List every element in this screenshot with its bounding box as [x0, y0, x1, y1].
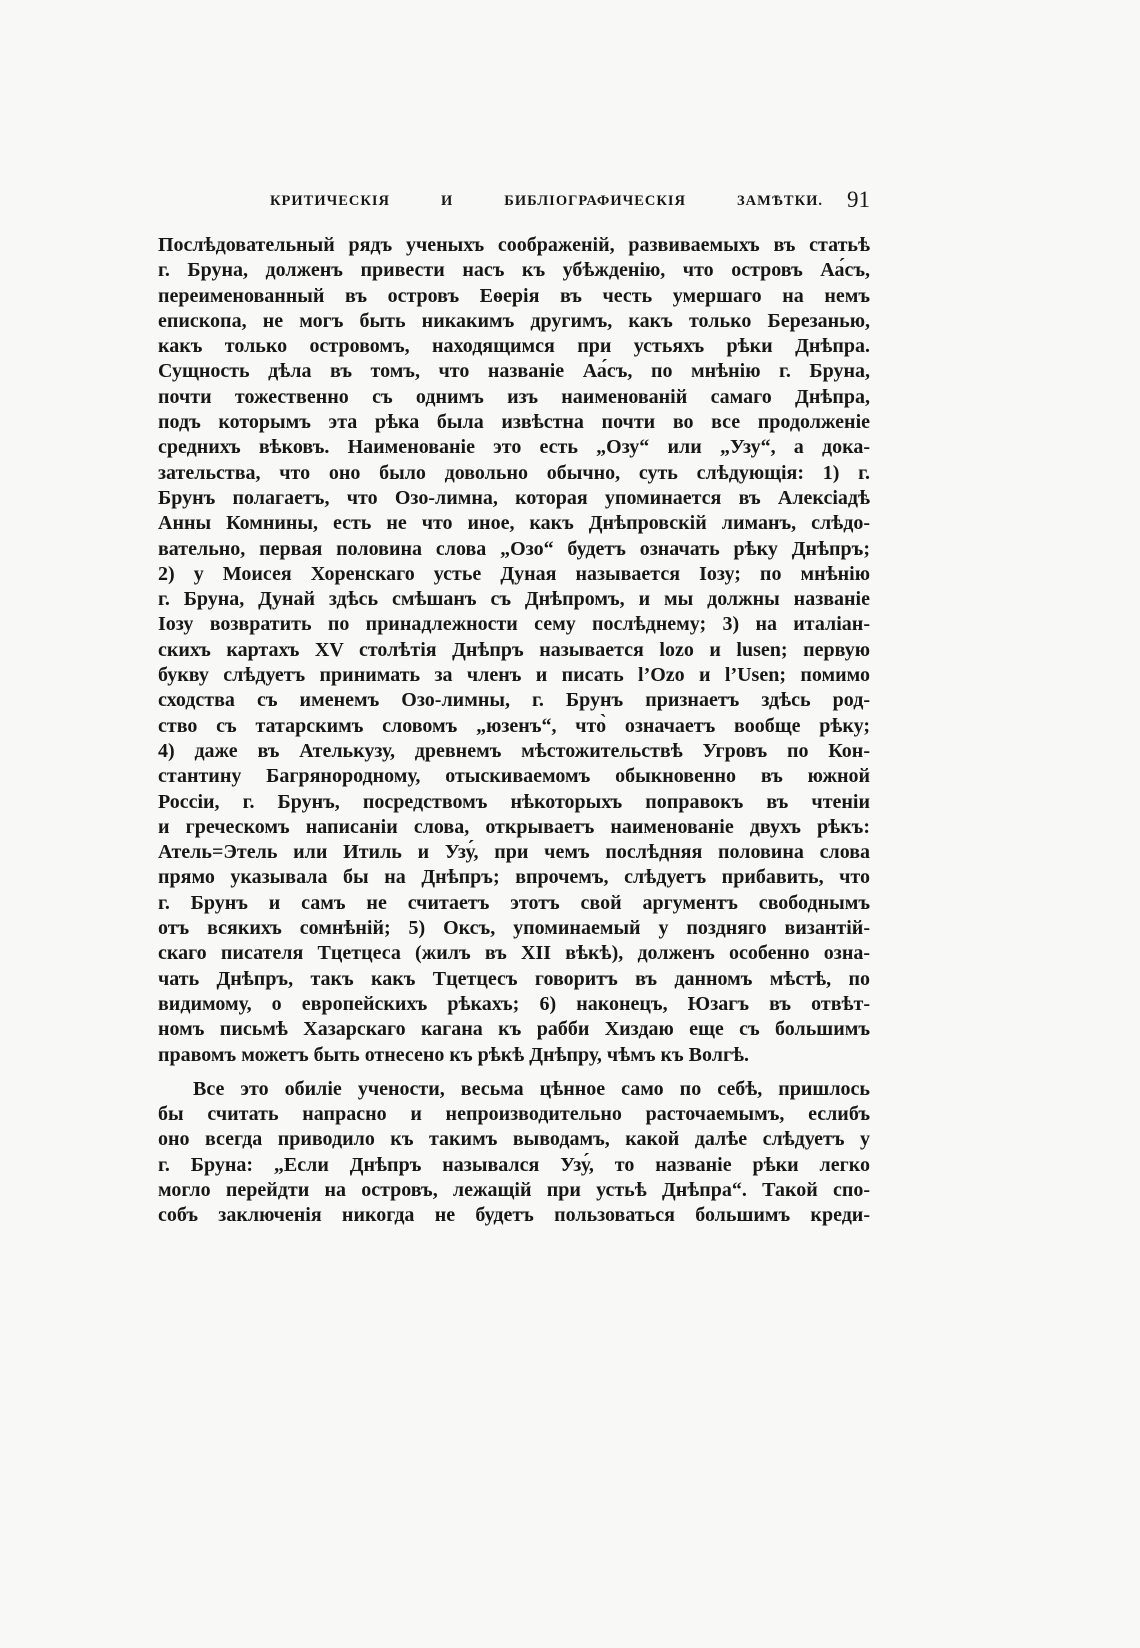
text-line: г. Бруна, долженъ привести насъ къ убѣжденію, что островъ Аа́съ,	[158, 259, 870, 282]
text-line: 4) даже въ Ателькузу, древнемъ мѣстожительствѣ Угровъ по Кон-	[158, 739, 870, 762]
text-line: сходства съ именемъ Озо-лимны, г. Брунъ признаетъ здѣсь род-	[158, 689, 870, 712]
text-line: Россіи, г. Брунъ, посредствомъ нѣкоторыхъ поправокъ въ чтеніи	[158, 790, 870, 813]
text-line: прямо указывала бы на Днѣпръ; впрочемъ, слѣдуетъ прибавить, что	[158, 866, 870, 889]
paragraph	[158, 233, 870, 1068]
text-line: чать Днѣпръ, такъ какъ Тцетцесъ говоритъ въ данномъ мѣстѣ, по	[158, 967, 870, 990]
text-line: Анны Комнины, есть не что иное, какъ Днѣпровскій лиманъ, слѣдо-	[158, 512, 870, 535]
text-line: скихъ картахъ XV столѣтія Днѣпръ называется lozo и lusen; первую	[158, 638, 870, 661]
page-number: 91	[847, 187, 870, 212]
text-line: видимому, о европейскихъ рѣкахъ; 6) наконецъ, Юзагъ въ отвѣт-	[158, 992, 870, 1015]
text-line: г. Брунъ и самъ не считаетъ этотъ свой аргументъ свободнымъ	[158, 891, 870, 914]
text-line: Послѣдовательный рядъ ученыхъ соображеній, развиваемыхъ въ статьѣ	[158, 234, 870, 256]
text-line: подъ которымъ эта рѣка была извѣстна почти во все продолженіе	[158, 411, 870, 434]
text-line: собъ заключенія никогда не будетъ пользоваться большимъ креди-	[158, 1204, 870, 1227]
text-line: 2) у Моисея Хоренскаго устье Дуная называется Іозу; по мнѣнію	[158, 562, 870, 585]
text-line: оно всегда приводило къ такимъ выводамъ, какой далѣе слѣдуетъ у	[158, 1128, 870, 1151]
text-line: г. Бруна: „Если Днѣпръ назывался Узу́, то названіе рѣки легко	[158, 1153, 870, 1176]
text-line: могло перейдти на островъ, лежащій при устьѣ Днѣпра“. Такой спо-	[158, 1178, 870, 1201]
text-line: какъ только островомъ, находящимся при устьяхъ рѣки Днѣпра.	[158, 335, 870, 358]
text-line: ство съ татарскимъ словомъ „юзенъ“, что̀ означаетъ вообще рѣку;	[158, 714, 870, 737]
text-line: букву слѣдуетъ принимать за членъ и писать l’Ozo и l’Usen; помимо	[158, 664, 870, 687]
text-line: стантину Багрянородному, отыскиваемомъ обыкновенно въ южной	[158, 765, 870, 788]
text-line: г. Бруна, Дунай здѣсь смѣшанъ съ Днѣпромъ, и мы должны названіе	[158, 588, 870, 611]
text-line: зательства, что оно было довольно обычно, суть слѣдующія: 1) г.	[158, 461, 870, 484]
text-line: епископа, не могъ быть никакимъ другимъ, какъ только Березанью,	[158, 309, 870, 332]
text-line: скаго писателя Тцетцеса (жилъ въ XII вѣкѣ), долженъ особенно озна-	[158, 942, 870, 965]
running-head	[158, 186, 870, 216]
text-line: бы считать напрасно и непроизводительно расточаемымъ, еслибъ	[158, 1103, 870, 1126]
text-line: переименованный въ островъ Еѳерія въ честь умершаго на немъ	[158, 284, 870, 307]
text-line: и греческомъ написаніи слова, открываетъ наименованіе двухъ рѣкъ:	[158, 815, 870, 838]
paragraph	[158, 1077, 870, 1229]
running-title: КРИТИЧЕСКІЯ И БИБЛІОГРАФИЧЕСКІЯ ЗАМѢТКИ.	[270, 193, 823, 209]
text-line: Атель=Этель или Итиль и Узу́, при чемъ послѣдняя половина слова	[158, 841, 870, 864]
text-line: правомъ можетъ быть отнесено къ рѣкѣ Днѣпру, чѣмъ къ Волгѣ.	[158, 1043, 750, 1066]
text-line: вательно, первая половина слова „Озо“ будетъ означать рѣку Днѣпръ;	[158, 537, 870, 560]
text-line: почти тожественно съ однимъ изъ наименованій самаго Днѣпра,	[158, 385, 870, 408]
text-line: Брунъ полагаетъ, что Озо-лимна, которая упоминается въ Алексіадѣ	[158, 486, 870, 509]
text-line: среднихъ вѣковъ. Наименованіе это есть „Озу“ или „Узу“, а дока-	[158, 436, 870, 459]
text-line: номъ письмѣ Хазарскаго кагана къ рабби Хиздаю еще съ большимъ	[158, 1018, 870, 1041]
text-line: Все это обиліе учености, весьма цѣнное само по себѣ, пришлось	[193, 1077, 870, 1100]
text-body	[158, 233, 870, 1229]
text-line: Іозу возвратить по принадлежности сему послѣднему; 3) на италіан-	[158, 613, 870, 636]
text-line: отъ всякихъ сомнѣній; 5) Оксъ, упоминаемый у поздняго византій-	[158, 917, 870, 940]
text-line: Сущность дѣла въ томъ, что названіе Аа́съ, по мнѣнію г. Бруна,	[158, 360, 870, 383]
